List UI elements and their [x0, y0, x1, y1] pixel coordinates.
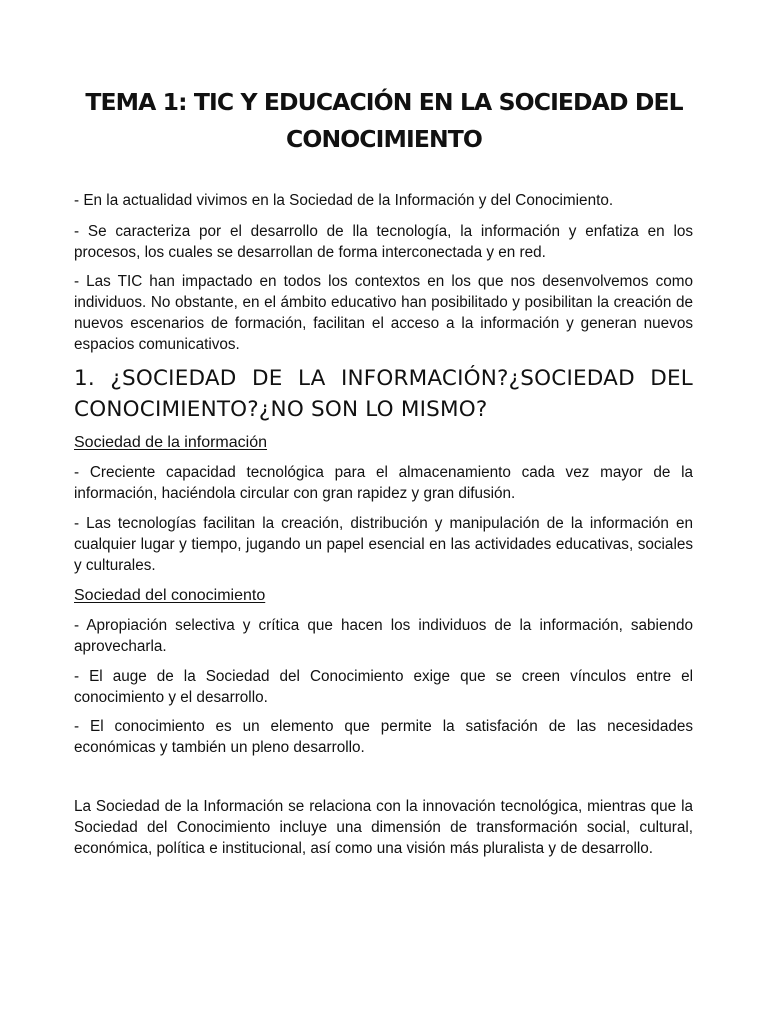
- conclusion-paragraph: La Sociedad de la Información se relaciona con la innovación tecnológica, mientras que la Sociedad del Conocimiento incluye una dimensión de transformación social, cultural, económica, política e institucional, así como una visión más pluralista y de desarrollo.: [74, 798, 693, 857]
- intro-paragraph-1: - En la actualidad vivimos en la Sociedad de la Información y del Conocimiento.: [74, 192, 614, 209]
- subheading-knowledge-society: Sociedad del conocimiento: [74, 587, 266, 604]
- document-title: TEMA 1: TIC Y EDUCACIÓN EN LA SOCIEDAD DEL CONOCIMIENTO: [85, 88, 683, 153]
- section-heading: 1. ¿SOCIEDAD DE LA INFORMACIÓN?¿SOCIEDAD DEL CONOCIMIENTO?¿NO SON LO MISMO?: [74, 366, 693, 422]
- intro-paragraph-2: - Se caracteriza por el desarrollo de lla tecnología, la información y enfatiza en los procesos, los cuales se desarrollan de forma interconectada y en red.: [74, 223, 693, 261]
- knowledge-society-point-3: - El conocimiento es un elemento que permite la satisfación de las necesidades económicas y también un pleno desarrollo.: [74, 718, 693, 756]
- subheading-info-society: Sociedad de la información: [74, 434, 268, 451]
- info-society-point-1: - Creciente capacidad tecnológica para el almacenamiento cada vez mayor de la información, haciéndola circular con gran rapidez y gran difusión.: [74, 464, 693, 502]
- knowledge-society-point-1: - Apropiación selectiva y crítica que hacen los individuos de la información, sabiendo aprovecharla.: [74, 617, 693, 655]
- knowledge-society-point-2: - El auge de la Sociedad del Conocimiento exige que se creen vínculos entre el conocimiento y el desarrollo.: [74, 668, 693, 706]
- intro-paragraph-3: - Las TIC han impactado en todos los contextos en los que nos desenvolvemos como individuos. No obstante, en el ámbito educativo han posibilitado y posibilitan la creación de nuevos escenarios de formación, facilitan el acceso a la información y generan nuevos espacios comunicativos.: [74, 273, 693, 353]
- info-society-point-2: - Las tecnologías facilitan la creación, distribución y manipulación de la información en cualquier lugar y tiempo, jugando un papel esencial en las actividades educativas, sociales y culturales.: [74, 515, 693, 574]
